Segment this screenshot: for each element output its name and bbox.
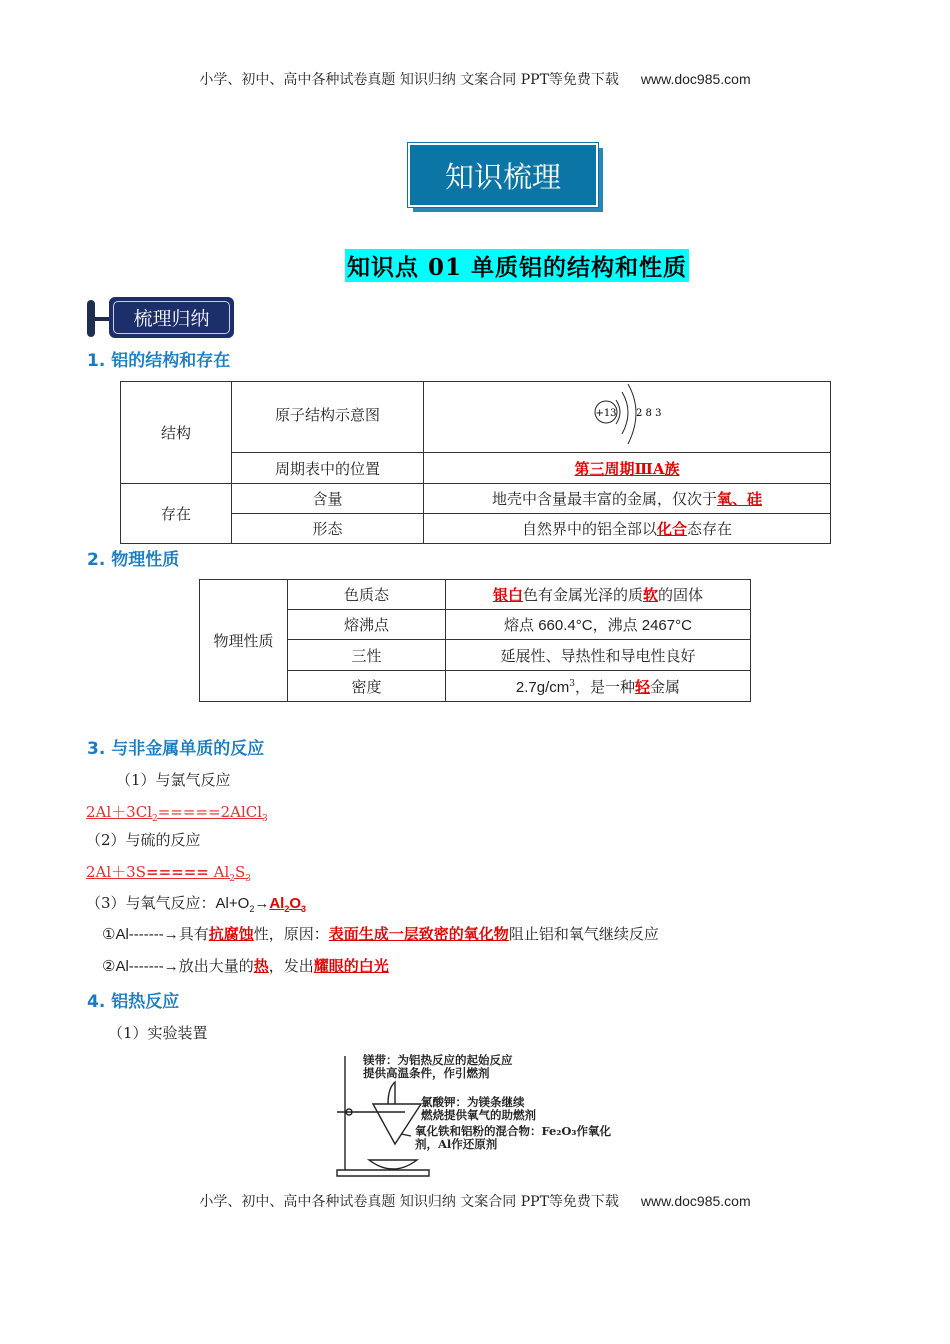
content-answer: 氧、硅 <box>717 490 763 508</box>
knowledge-point-heading: 知识点 01 单质铝的结构和性质 <box>345 249 689 282</box>
cell-label: 色质态 <box>288 580 446 610</box>
nucleus-charge: +13 <box>595 408 617 419</box>
oxygen-reaction-point-2: ②Al-------→放出大量的热，发出耀眼的白光 <box>102 957 389 975</box>
answer: 轻 <box>635 677 651 696</box>
electron-shells: 2 8 3 <box>636 408 662 419</box>
text: 的固体 <box>658 586 704 604</box>
section-2-heading: 2. 物理性质 <box>87 550 180 570</box>
cell-form-label: 形态 <box>232 514 424 544</box>
cell-label: 熔沸点 <box>288 610 446 640</box>
form-suffix: 态存在 <box>687 520 733 538</box>
figure-label-kclo3: 氯酸钾：为镁条继续 <box>421 1095 525 1109</box>
answer: 银白 <box>492 586 523 604</box>
page-footer <box>0 1191 950 1211</box>
section-4-heading: 4. 铝热反应 <box>87 992 180 1012</box>
section-1-heading: 1. 铝的结构和存在 <box>87 351 231 371</box>
badge-label: 梳理归纳 <box>113 301 230 334</box>
cell-value: 熔点 660.4°C，沸点 2467°C <box>446 610 751 640</box>
oxygen-reaction-point-1: ①Al-------→具有抗腐蚀性，原因：表面生成一层致密的氧化物阻止铝和氧气继续反应 <box>102 925 659 943</box>
reaction-2-equation: $2Al+3S===== Al_2S_3$ <box>86 863 251 884</box>
footer-site[interactable]: www.doc985.com <box>640 1193 751 1209</box>
content-text: 地壳中含量最丰富的金属，仅次于 <box>491 490 717 508</box>
figure-label-mixture: 氧化铁和铝粉的混合物：Fe₂O₃作氧化 <box>415 1124 611 1138</box>
summary-badge <box>87 297 236 340</box>
form-answer: 化合 <box>656 520 687 538</box>
cell-label: 三性 <box>288 640 446 671</box>
form-text: 自然界中的铝全部以 <box>521 520 657 538</box>
footer-text: 小学、初中、高中各种试卷真题 知识归纳 文案合同 PPT等免费下载 <box>199 1194 619 1210</box>
reaction-1-equation: $2Al+3Cl_2=====2AlCl_3$ <box>86 803 268 824</box>
cell-value: 延展性、导热性和导电性良好 <box>446 640 751 671</box>
reaction-1-label: （1）与氯气反应 <box>116 771 231 789</box>
cell-diagram-label: 原子结构示意图 <box>232 382 424 453</box>
text: ，是一种 <box>575 677 636 696</box>
text: 金属 <box>650 677 681 696</box>
cell-structure: 结构 <box>121 382 232 484</box>
figure-label-mg: 镁带：为铝热反应的起始反应 <box>363 1053 513 1067</box>
answer: 软 <box>643 586 659 604</box>
cell-position-label: 周期表中的位置 <box>232 453 424 484</box>
reaction-3-line: （3）与氧气反应：$Al+O_2\to Al_2O_3$ <box>86 894 307 914</box>
atom-diagram <box>424 382 831 453</box>
position-answer: 第三周期ⅢA族 <box>574 459 680 478</box>
cell-content-label: 含量 <box>232 484 424 514</box>
text: 色有金属光泽的质 <box>522 586 643 604</box>
figure-label-kclo3: 燃烧提供氧气的助燃剂 <box>421 1108 536 1122</box>
page-header <box>0 69 950 89</box>
header-site[interactable]: www.doc985.com <box>640 71 751 87</box>
atom-structure-diagram <box>592 382 662 448</box>
section-title-box: 知识梳理 <box>408 143 598 207</box>
structure-table <box>120 381 831 544</box>
figure-label-mg: 提供高温条件，作引燃剂 <box>363 1066 490 1080</box>
cell-label: 密度 <box>288 671 446 702</box>
header-text: 小学、初中、高中各种试卷真题 知识归纳 文案合同 PPT等免费下载 <box>199 72 619 88</box>
thermite-apparatus-figure <box>333 1048 633 1180</box>
reaction-2-label: （2）与硫的反应 <box>86 831 201 849</box>
superscript: 3 <box>569 678 576 689</box>
text: 2.7g/cm <box>515 678 570 696</box>
cell-category: 物理性质 <box>200 580 288 702</box>
apparatus-label: （1）实验装置 <box>108 1024 208 1042</box>
section-3-heading: 3. 与非金属单质的反应 <box>87 739 265 759</box>
physical-properties-table <box>199 579 751 702</box>
cell-existence: 存在 <box>121 484 232 544</box>
figure-label-mixture: 剂，Al作还原剂 <box>415 1137 498 1151</box>
